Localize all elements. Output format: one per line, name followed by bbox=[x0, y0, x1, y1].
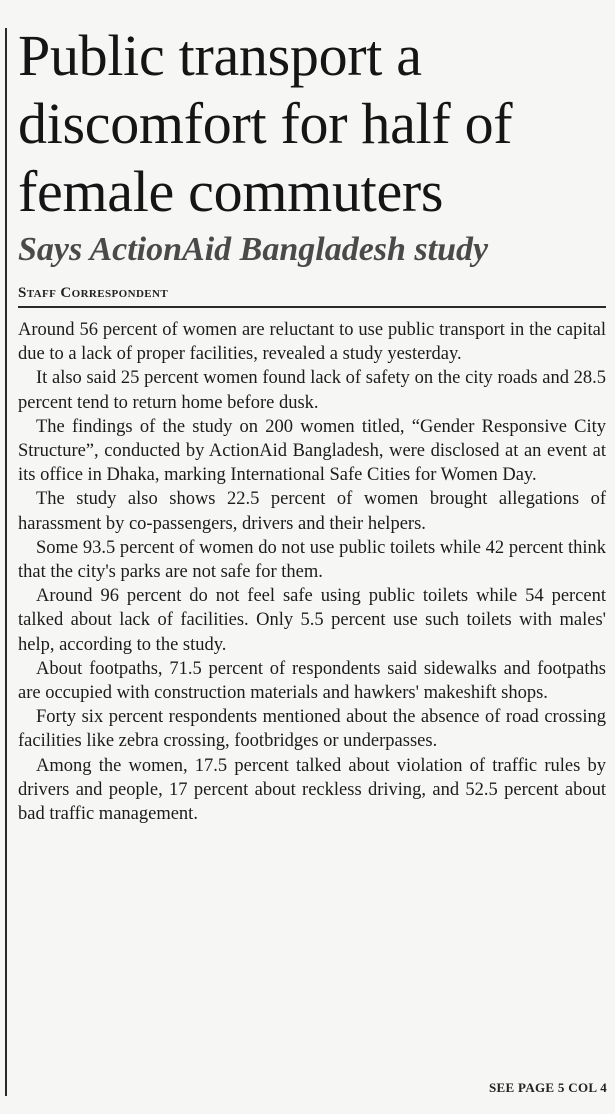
subheadline: Says ActionAid Bangladesh study bbox=[18, 231, 489, 268]
paragraph: The study also shows 22.5 percent of women brought allegations of harassment by co-passengers, drivers and their helpers. bbox=[18, 489, 606, 534]
paragraph: Some 93.5 percent of women do not use public toilets while 42 percent think that the city's parks are not safe for them. bbox=[18, 537, 606, 583]
paragraph: Around 56 percent of women are reluctant to use public transport in the capital due to a lack of proper facilities, revealed a study yesterday. bbox=[18, 320, 606, 365]
paragraph: Among the women, 17.5 percent talked about violation of traffic rules by drivers and people, 17 percent about reckless driving, and 52.5 percent about bad traffic management. bbox=[18, 755, 606, 825]
byline-rule bbox=[18, 306, 606, 308]
article bbox=[18, 0, 606, 826]
paragraph: The findings of the study on 200 women titled, “Gender Responsive City Structure”, conducted by ActionAid Bangladesh, were disclosed at an event at its office in Dhaka, marking International Safe Cities for Women Day. bbox=[18, 416, 606, 486]
paragraph: Forty six percent respondents mentioned about the absence of road crossing facilities like zebra crossing, footbridges or underpasses. bbox=[18, 707, 606, 752]
article-body bbox=[18, 318, 606, 826]
paragraph: Around 96 percent do not feel safe using public toilets while 54 percent talked about lack of facilities. Only 5.5 percent use such toilets with males' help, according to the study. bbox=[18, 586, 606, 655]
continuation-link[interactable]: SEE PAGE 5 COL 4 bbox=[489, 1080, 607, 1095]
paragraph: It also said 25 percent women found lack of safety on the city roads and 28.5 percent tend to return home before dusk. bbox=[18, 368, 606, 413]
paragraph: About footpaths, 71.5 percent of respondents said sidewalks and footpaths are occupied with construction materials and hawkers' makeshift shops. bbox=[18, 658, 606, 704]
byline-row bbox=[18, 284, 606, 308]
headline: Public transport a discomfort for half of female commuters bbox=[18, 23, 513, 224]
column-rule bbox=[5, 28, 7, 1096]
byline: Staff Correspondent bbox=[18, 285, 169, 301]
